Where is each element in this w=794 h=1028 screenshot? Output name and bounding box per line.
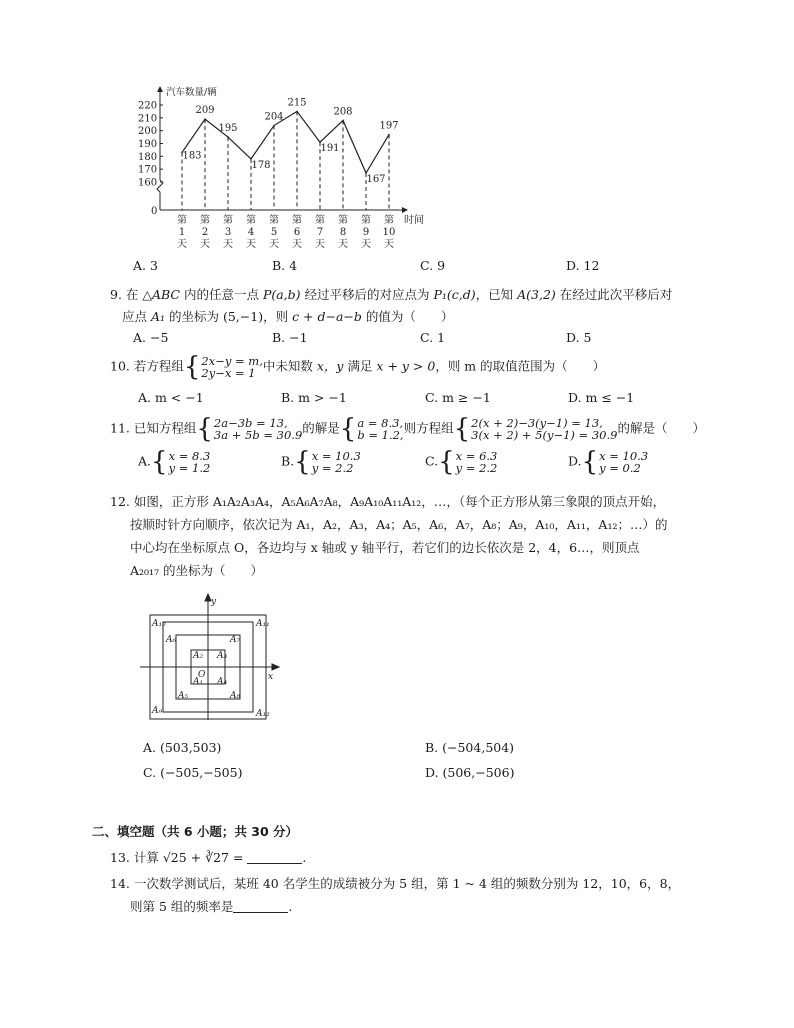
data-point-day-3 xyxy=(227,136,229,138)
x-tick-label-day-10: 天 xyxy=(384,239,394,250)
x-tick-label-day-9: 第 xyxy=(361,215,371,226)
q11-option-a[interactable]: A. { x = 8.3 y = 1.2 xyxy=(138,447,211,477)
data-point-day-9 xyxy=(365,172,367,174)
data-label-day-4: 178 xyxy=(251,159,271,171)
x-tick-label-day-1: 天 xyxy=(177,239,187,250)
fig-label-a7: A₇ xyxy=(230,635,241,645)
x-tick-label-day-10: 10 xyxy=(382,227,396,238)
y-tick-label: 220 xyxy=(138,100,158,112)
x-tick-label-day-2: 天 xyxy=(200,239,210,250)
q12-option-c[interactable]: C. (−505,−505) xyxy=(143,765,243,780)
fig-label-y: y xyxy=(211,597,217,607)
q14-stem-line2: 则第 5 组的频率是 . xyxy=(130,899,293,914)
q8-option-c[interactable]: C. 9 xyxy=(420,258,446,273)
x-tick-label-day-9: 天 xyxy=(361,239,371,250)
x-tick-label-day-9: 9 xyxy=(362,227,370,238)
x-tick-label-day-6: 6 xyxy=(293,227,301,238)
data-point-day-6 xyxy=(296,111,298,113)
x-tick-label-day-5: 天 xyxy=(269,239,279,250)
fig-label-a2: A₂ xyxy=(193,651,204,661)
x-tick-label-day-2: 2 xyxy=(201,227,209,238)
q12-stem-line4: A₂₀₁₇ 的坐标为（ ） xyxy=(130,563,264,578)
data-label-day-5: 204 xyxy=(264,111,284,123)
data-point-day-7 xyxy=(319,141,321,143)
q9-option-b[interactable]: B. −1 xyxy=(272,330,308,345)
car-count-line-chart xyxy=(120,80,440,260)
q12-stem-line3: 中心均在坐标原点 O，各边均与 x 轴或 y 轴平行，若它们的边长依次是 2，4，6…，则顶点 xyxy=(130,540,640,555)
q10-option-d[interactable]: D. m ≤ −1 xyxy=(568,390,635,405)
data-point-day-8 xyxy=(342,120,344,122)
x-tick-label-day-6: 天 xyxy=(292,239,302,250)
q14-stem-line1: 14. 一次数学测试后，某班 40 名学生的成绩被分为 5 组，第 1 ~ 4 组的频数分别为 12，10，6，8， xyxy=(110,876,681,891)
q10-stem: 10. 若方程组 { 2x−y = m, 2y−x = 1 中未知数 x，y 满足 x + y > 0，则 m 的取值范围为（ ） xyxy=(110,352,606,382)
x-tick-label-day-3: 3 xyxy=(224,227,232,238)
fig-label-a10: A₁₀ xyxy=(152,619,166,629)
q8-option-a[interactable]: A. 3 xyxy=(133,258,158,273)
data-point-day-2 xyxy=(204,118,206,120)
q9-stem-line2: 应点 A₁ 的坐标为 (5,−1)，则 c + d−a−b 的值为（ ） xyxy=(122,309,454,324)
q11-option-c[interactable]: C. { x = 6.3 y = 2.2 xyxy=(425,447,498,477)
data-point-day-5 xyxy=(273,125,275,127)
q11-option-d[interactable]: D. { x = 10.3 y = 0.2 xyxy=(568,447,649,477)
x-tick-label-day-5: 5 xyxy=(270,227,278,238)
x-tick-label-day-6: 第 xyxy=(292,215,302,226)
y-tick-label: 180 xyxy=(138,151,158,163)
nested-squares-figure xyxy=(138,592,283,722)
data-label-day-10: 197 xyxy=(379,120,399,132)
y-tick-label: 160 xyxy=(138,177,158,189)
fig-label-a8: A₈ xyxy=(230,691,241,701)
fig-label-x: x xyxy=(268,672,274,682)
fig-label-a4: A₄ xyxy=(217,677,228,687)
q11-stem: 11. 已知方程组 { 2a−3b = 13, 3a + 5b = 30.9 的解是 { a = 8.3, b = 1.2, 则方程组 { 2(x + 2)−3(y−1) = 13, 3(x + 2) + 5(y−1) = 30.9 的解是（ ） xyxy=(110,414,705,444)
data-label-day-6: 215 xyxy=(287,97,307,109)
data-point-day-1 xyxy=(181,152,183,154)
q12-stem-line1: 12. 如图，正方形 A₁A₂A₃A₄，A₅A₆A₇A₈，A₉A₁₀A₁₁A₁₂，…，（每个正方形从第三象限的顶点开始， xyxy=(110,494,666,509)
y-tick-label: 210 xyxy=(138,113,158,125)
data-point-day-4 xyxy=(250,158,252,160)
x-tick-label-day-4: 第 xyxy=(246,215,256,226)
q14-answer-blank[interactable] xyxy=(233,900,288,913)
q10-option-b[interactable]: B. m > −1 xyxy=(281,390,347,405)
y-tick-label: 200 xyxy=(138,126,158,138)
q11-system-3: { 2(x + 2)−3(y−1) = 13, 3(x + 2) + 5(y−1) = 30.9 xyxy=(453,414,618,444)
q9-option-c[interactable]: C. 1 xyxy=(420,330,446,345)
x-axis-arrow-icon xyxy=(272,664,279,670)
q12-option-d[interactable]: D. (506,−506) xyxy=(425,765,515,780)
fig-label-a1: A₁ xyxy=(193,677,204,687)
x-tick-label-day-1: 第 xyxy=(177,215,187,226)
q10-equation-system: { 2x−y = m, 2y−x = 1 xyxy=(183,352,263,382)
q13-stem: 13. 计算 √25 + ∛27 = . xyxy=(110,850,307,865)
x-tick-label-day-5: 第 xyxy=(269,215,279,226)
x-tick-label-day-8: 天 xyxy=(338,239,348,250)
q10-option-a[interactable]: A. m < −1 xyxy=(138,390,204,405)
q9-stem-line1: 9. 在 △ABC 内的任意一点 P(a,b) 经过平移后的对应点为 P₁(c,d)，已知 A(3,2) 在经过此次平移后对 xyxy=(110,287,673,302)
q11-system-2: { a = 8.3, b = 1.2, xyxy=(339,414,404,444)
data-label-day-9: 167 xyxy=(366,174,386,186)
fig-label-a3: A₃ xyxy=(217,651,228,661)
data-label-day-3: 195 xyxy=(218,123,238,135)
data-label-day-7: 191 xyxy=(320,143,340,155)
x-tick-label-day-7: 第 xyxy=(315,215,325,226)
x-tick-label-day-10: 第 xyxy=(384,215,394,226)
y-tick-label: 170 xyxy=(138,164,158,176)
fig-label-a5: A₅ xyxy=(178,691,189,701)
data-label-day-1: 183 xyxy=(182,150,202,162)
x-tick-label-day-1: 1 xyxy=(178,227,186,238)
q9-option-d[interactable]: D. 5 xyxy=(566,330,592,345)
fig-label-o: O xyxy=(198,670,206,680)
fig-label-a6: A₆ xyxy=(166,635,177,645)
q12-option-a[interactable]: A. (503,503) xyxy=(143,740,222,755)
q13-answer-blank[interactable] xyxy=(247,851,302,864)
x-tick-label-day-3: 第 xyxy=(223,215,233,226)
q12-stem-line2: 按顺时针方向顺序，依次记为 A₁，A₂，A₃，A₄；A₅，A₆，A₇，A₈；A₉，A₁₀，A₁₁，A₁₂；…）的 xyxy=(130,517,668,532)
y-tick-label: 190 xyxy=(138,139,158,150)
q8-option-b[interactable]: B. 4 xyxy=(272,258,298,273)
q11-option-b[interactable]: B. { x = 10.3 y = 2.2 xyxy=(281,447,361,477)
fig-label-a9: A₉ xyxy=(152,706,163,716)
fig-label-a12: A₁₂ xyxy=(256,709,270,719)
x-axis-title: 时间 xyxy=(404,215,424,226)
x-tick-label-day-3: 天 xyxy=(223,239,233,250)
data-label-day-2: 209 xyxy=(195,105,215,117)
section-fill-in-heading: 二、填空题（共 6 小题；共 30 分） xyxy=(92,824,299,839)
x-tick-label-day-4: 4 xyxy=(247,227,255,238)
x-tick-label-day-8: 8 xyxy=(339,227,347,238)
data-point-day-10 xyxy=(388,134,390,136)
y-axis-arrow-icon xyxy=(157,86,163,92)
q8-option-d[interactable]: D. 12 xyxy=(566,258,600,273)
q10-option-c[interactable]: C. m ≥ −1 xyxy=(425,390,491,405)
q12-option-b[interactable]: B. (−504,504) xyxy=(425,740,515,755)
series-line xyxy=(182,111,389,173)
origin-label: 0 xyxy=(151,206,158,217)
x-tick-label-day-4: 天 xyxy=(246,239,256,250)
y-axis-title: 汽车数量/辆 xyxy=(166,87,217,98)
x-tick-label-day-2: 第 xyxy=(200,215,210,226)
x-axis-arrow-icon xyxy=(402,207,408,213)
x-tick-label-day-7: 天 xyxy=(315,239,325,250)
fig-label-a11: A₁₁ xyxy=(256,619,270,629)
x-tick-label-day-7: 7 xyxy=(316,227,324,238)
q11-system-1: { 2a−3b = 13, 3a + 5b = 30.9 xyxy=(196,414,303,444)
x-tick-label-day-8: 第 xyxy=(338,215,348,226)
data-label-day-8: 208 xyxy=(333,106,353,118)
q9-option-a[interactable]: A. −5 xyxy=(133,330,169,345)
